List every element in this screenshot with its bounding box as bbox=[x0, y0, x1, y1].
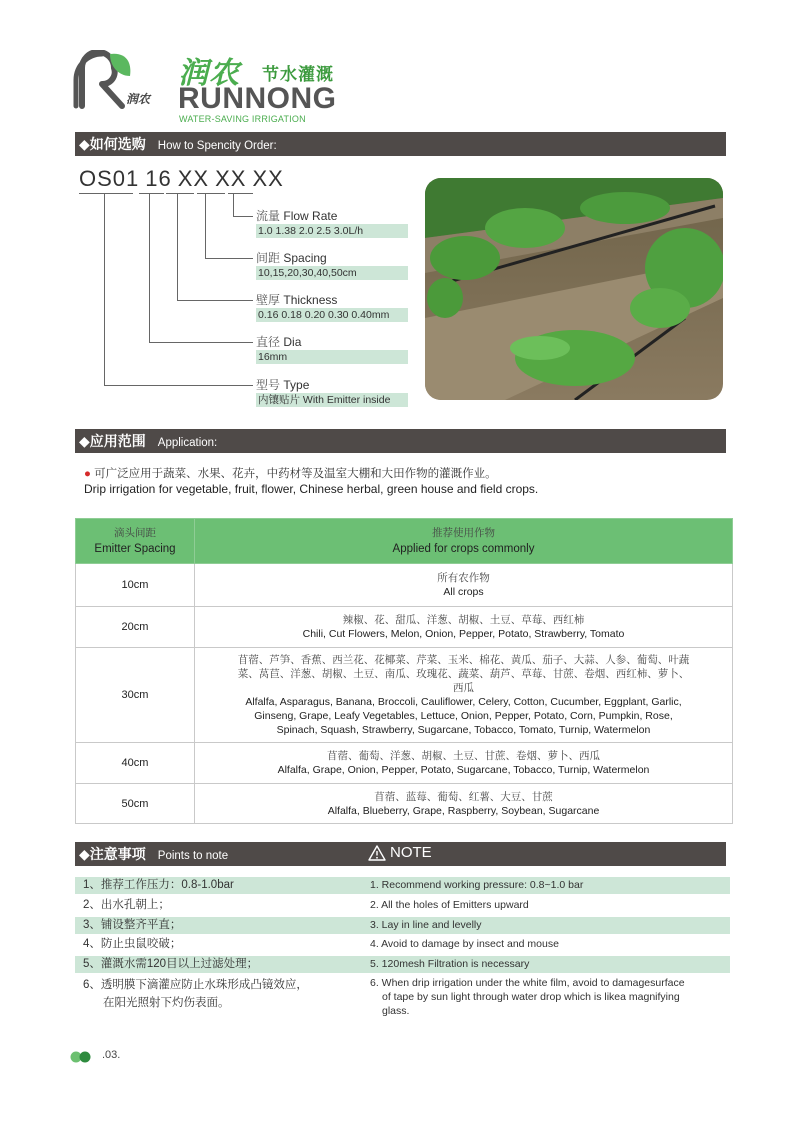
note-cn-3: 3、铺设整齐平直； bbox=[75, 917, 368, 934]
application-title-en: Application: bbox=[157, 436, 218, 449]
application-desc-en: Drip irrigation for vegetable, fruit, flower, Chinese herbal, green house and field crops. bbox=[84, 482, 539, 496]
spec-thickness bbox=[256, 291, 408, 322]
table-header-row bbox=[76, 519, 733, 564]
spec-label-en: Spacing bbox=[283, 251, 327, 265]
spec-value: 内镶贴片 With Emitter inside bbox=[256, 393, 408, 407]
note-cn-6-line-2: 在阳光照射下灼伤表面。 bbox=[103, 997, 230, 1009]
code-segment-flow: XX bbox=[252, 166, 284, 191]
order-section-header bbox=[75, 132, 726, 156]
code-segment-model: OS01 bbox=[79, 166, 140, 191]
spec-label-cn: 流量 bbox=[256, 209, 281, 223]
spec-value: 10,15,20,30,40,50cm bbox=[256, 266, 408, 280]
note-en-6-line-3: glass. bbox=[382, 1005, 410, 1017]
brand-name-cn: 润农 bbox=[178, 56, 240, 91]
header-cn: 滴头间距 bbox=[114, 527, 156, 539]
crops-cell bbox=[195, 607, 733, 648]
logo-mark bbox=[72, 50, 134, 112]
notes-title-cn: ◆注意事项 bbox=[79, 846, 146, 862]
crops-cn: 苜蓿、芦笋、香蕉、西兰花、花椰菜、芹菜、玉米、棉花、黄瓜、茄子、大蒜、人参、葡萄、叶蔬菜、莴苣、洋葱、胡椒、土豆、南瓜、玫瑰花、蔬菜、葫芦、草莓、甘蔗、卷烟、西红柿、萝卜、西瓜 bbox=[237, 654, 690, 694]
spec-label-en: Thickness bbox=[283, 293, 338, 307]
crops-cn: 苜蓿、蓝莓、葡萄、红薯、大豆、甘蔗 bbox=[374, 790, 553, 803]
application-desc-cn-text: 可广泛应用于蔬菜、水果、花卉，中药材等及温室大棚和大田作物的灌溉作业。 bbox=[94, 468, 497, 480]
crops-cell bbox=[195, 648, 733, 743]
order-title-en: How to Spencity Order: bbox=[157, 139, 277, 152]
crops-en: Alfalfa, Asparagus, Banana, Broccoli, Cauliflower, Celery, Cotton, Cucumber, Eggplant, Garlic, Ginseng, Grape, Leafy Vegetables, Lettuce, Onion, Pepper, Potato, Corn, Pumpkin, Rose, Spinach, Squash, Strawberry, Sugarcane, Tobacco, Tomato, Turnip, Watermelon bbox=[245, 696, 682, 736]
spec-label-cn: 间距 bbox=[256, 251, 281, 265]
note-en-6-line-1: 6. When drip irrigation under the white film, avoid to damagesurface bbox=[370, 977, 685, 989]
note-en-3: 3. Lay in line and levelly bbox=[365, 917, 730, 934]
application-section-header bbox=[75, 429, 726, 453]
crops-cell bbox=[195, 784, 733, 824]
table-row bbox=[76, 648, 733, 743]
crops-en: Chili, Cut Flowers, Melon, Onion, Pepper, Potato, Strawberry, Tomato bbox=[302, 628, 625, 640]
spec-spacing bbox=[256, 249, 408, 280]
header-en: Applied for crops commonly bbox=[392, 543, 535, 555]
brand-name-en: RUNNONG bbox=[178, 82, 337, 115]
footer-dots-icon bbox=[70, 1050, 92, 1062]
brand-subtitle: WATER-SAVING IRRIGATION bbox=[179, 114, 306, 124]
table-row bbox=[76, 607, 733, 648]
crops-cell bbox=[195, 564, 733, 607]
spec-value: 0.16 0.18 0.20 0.30 0.40mm bbox=[256, 308, 408, 322]
note-en-4: 4. Avoid to damage by insect and mouse bbox=[370, 938, 559, 950]
spec-label-cn: 直径 bbox=[256, 335, 281, 349]
code-segment-dia: 16 bbox=[145, 166, 172, 191]
spacing-cell: 30cm bbox=[76, 648, 195, 743]
note-cn-6-line-1: 6、透明膜下滴灌应防止水珠形成凸镜效应， bbox=[83, 979, 308, 991]
table-row bbox=[76, 784, 733, 824]
note-cn-5: 5、灌溉水需120目以上过滤处理； bbox=[75, 956, 368, 973]
spec-type bbox=[256, 376, 408, 407]
note-cn-6 bbox=[83, 976, 308, 1012]
crops-cn: 所有农作物 bbox=[437, 572, 490, 584]
crops-cn: 苜蓿、葡萄、洋葱、胡椒、土豆、甘蔗、卷烟、萝卜、西瓜 bbox=[327, 750, 600, 762]
note-badge bbox=[368, 844, 432, 861]
warning-icon bbox=[368, 845, 386, 861]
spacing-cell: 20cm bbox=[76, 607, 195, 648]
notes-title-en: Points to note bbox=[157, 849, 229, 862]
spec-label-en: Type bbox=[283, 378, 310, 392]
spacing-cell: 50cm bbox=[76, 784, 195, 824]
spec-value: 1.0 1.38 2.0 2.5 3.0L/h bbox=[256, 224, 408, 238]
spacing-cell: 40cm bbox=[76, 743, 195, 784]
page-number: .03. bbox=[102, 1049, 121, 1061]
note-cn-4: 4、防止虫鼠咬破； bbox=[83, 938, 182, 950]
spec-dia bbox=[256, 333, 408, 364]
crops-en: Alfalfa, Blueberry, Grape, Raspberry, Soybean, Sugarcane bbox=[327, 804, 600, 817]
header-emitter-spacing bbox=[76, 519, 195, 564]
note-en-1: 1. Recommend working pressure: 0.8~1.0 bar bbox=[365, 877, 730, 894]
note-cn-2: 2、出水孔朝上； bbox=[83, 899, 170, 911]
field-photo bbox=[425, 178, 723, 400]
crop-table bbox=[75, 518, 733, 824]
note-cn-1: 1、推荐工作压力：0.8-1.0bar bbox=[75, 877, 368, 894]
header-cn: 推荐使用作物 bbox=[432, 527, 495, 539]
spec-label-en: Flow Rate bbox=[283, 209, 338, 223]
table-row bbox=[76, 743, 733, 784]
spec-value: 16mm bbox=[256, 350, 408, 364]
order-title-cn: ◆如何选购 bbox=[79, 136, 146, 152]
code-segment-spacing: XX bbox=[215, 166, 247, 191]
bullet-icon: ● bbox=[84, 468, 91, 480]
spec-flow-rate bbox=[256, 207, 408, 238]
crops-en: Alfalfa, Grape, Onion, Pepper, Potato, Sugarcane, Tobacco, Turnip, Watermelon bbox=[277, 764, 650, 776]
header-applied-crops bbox=[195, 519, 733, 564]
notes-section-header bbox=[75, 842, 726, 866]
note-label: NOTE bbox=[390, 844, 432, 861]
logo-mark-text: 润农 bbox=[126, 92, 151, 106]
note-en-6-line-2: of tape by sun light through water drop which is likea magnifying bbox=[382, 991, 680, 1003]
brand-tagline-cn: 节水灌溉 bbox=[262, 65, 334, 84]
note-en-2: 2. All the holes of Emitters upward bbox=[370, 899, 529, 911]
crops-cell bbox=[195, 743, 733, 784]
application-title-cn: ◆应用范围 bbox=[79, 433, 146, 449]
spec-label-cn: 型号 bbox=[256, 378, 281, 392]
crops-cn: 辣椒、花、甜瓜、洋葱、胡椒、土豆、草莓、西红柿 bbox=[342, 614, 585, 626]
header-en: Emitter Spacing bbox=[94, 543, 176, 555]
note-en-5: 5. 120mesh Filtration is necessary bbox=[365, 956, 730, 973]
spacing-cell: 10cm bbox=[76, 564, 195, 607]
note-en-6 bbox=[370, 976, 685, 1018]
order-code bbox=[79, 166, 290, 192]
crops-en: All crops bbox=[443, 586, 484, 598]
application-desc-cn bbox=[84, 465, 497, 481]
table-row bbox=[76, 564, 733, 607]
code-segment-thickness: XX bbox=[177, 166, 210, 191]
spec-label-en: Dia bbox=[283, 335, 302, 349]
spec-label-cn: 壁厚 bbox=[256, 293, 281, 307]
